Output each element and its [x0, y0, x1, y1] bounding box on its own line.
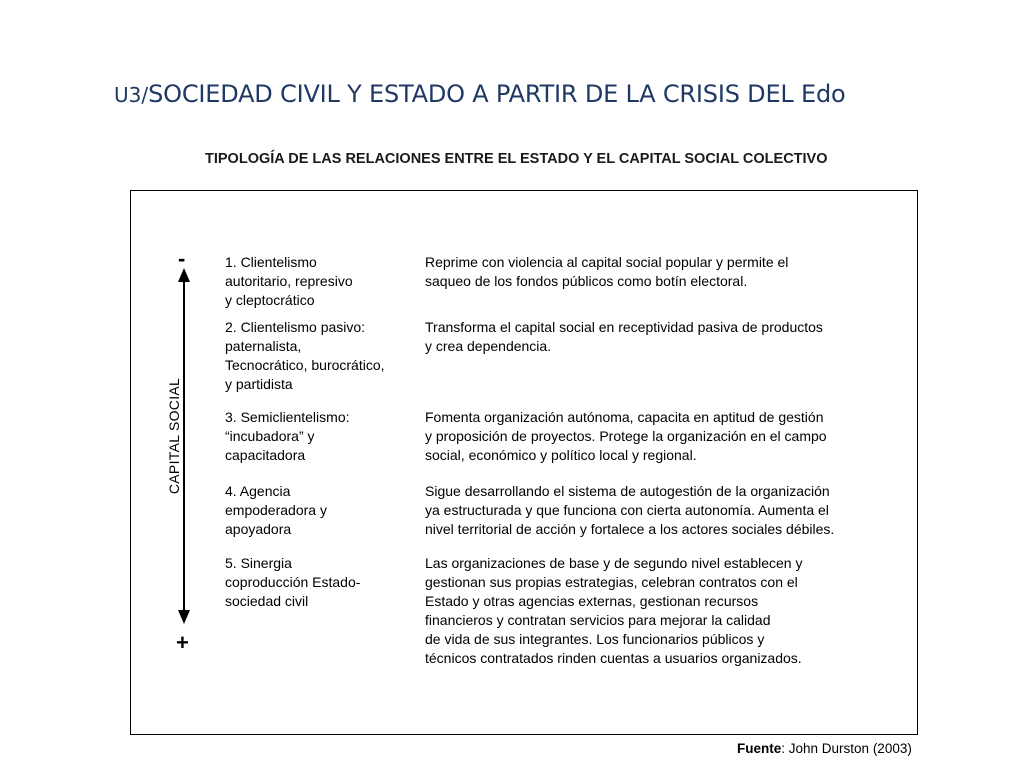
source-label: Fuente: [737, 741, 782, 756]
slide-title-text: SOCIEDAD CIVIL Y ESTADO A PARTIR DE LA CRISIS DEL Edo: [148, 80, 846, 108]
row-type: 2. Clientelismo pasivo: paternalista, Tecnocrático, burocrático, y partidista: [225, 319, 385, 392]
row-description: Sigue desarrollando el sistema de autogestión de la organización ya estructurada y que funciona con cierta autonomía. Aumenta el nivel territorial de acción y fortalece a los actores sociales débiles.: [425, 483, 835, 537]
row-description: Transforma el capital social en receptividad pasiva de productos y crea dependencia.: [425, 319, 823, 354]
row-description: Fomenta organización autónoma, capacita en aptitud de gestión y proposición de proyectos. Protege la organización en el campo social, económico y político local y regional.: [425, 409, 827, 463]
source-text: : John Durston (2003): [781, 741, 912, 756]
axis-plus-sign: +: [176, 630, 189, 655]
unit-prefix: U3/: [114, 83, 149, 107]
row-type: 3. Semiclientelismo: “incubadora” y capacitadora: [225, 409, 350, 463]
slide-title: [114, 80, 846, 108]
row-description: Las organizaciones de base y de segundo nivel establecen y gestionan sus propias estrategias, celebran contratos con el Estado y otras agencias externas, gestionan recursos financieros y contratan servicios para mejorar la calidad de vida de sus integrantes. Los funcionarios públicos y técnicos contratados rinden cuentas a usuarios organizados.: [425, 555, 803, 666]
table-title: TIPOLOGÍA DE LAS RELACIONES ENTRE EL ESTADO Y EL CAPITAL SOCIAL COLECTIVO: [205, 151, 828, 167]
row-description: Reprime con violencia al capital social popular y permite el saqueo de los fondos públicos como botín electoral.: [425, 254, 789, 289]
row-type: 4. Agencia empoderadora y apoyadora: [225, 483, 327, 537]
row-type: 5. Sinergia coproducción Estado- sociedad civil: [225, 555, 361, 609]
source-citation: [737, 741, 912, 756]
axis-label: CAPITAL SOCIAL: [166, 377, 182, 495]
axis-minus-sign: -: [178, 246, 186, 271]
row-type: 1. Clientelismo autoritario, represivo y cleptocrático: [225, 254, 353, 308]
arrow-down-head: [178, 610, 190, 624]
arrow-up-head: [178, 268, 190, 282]
